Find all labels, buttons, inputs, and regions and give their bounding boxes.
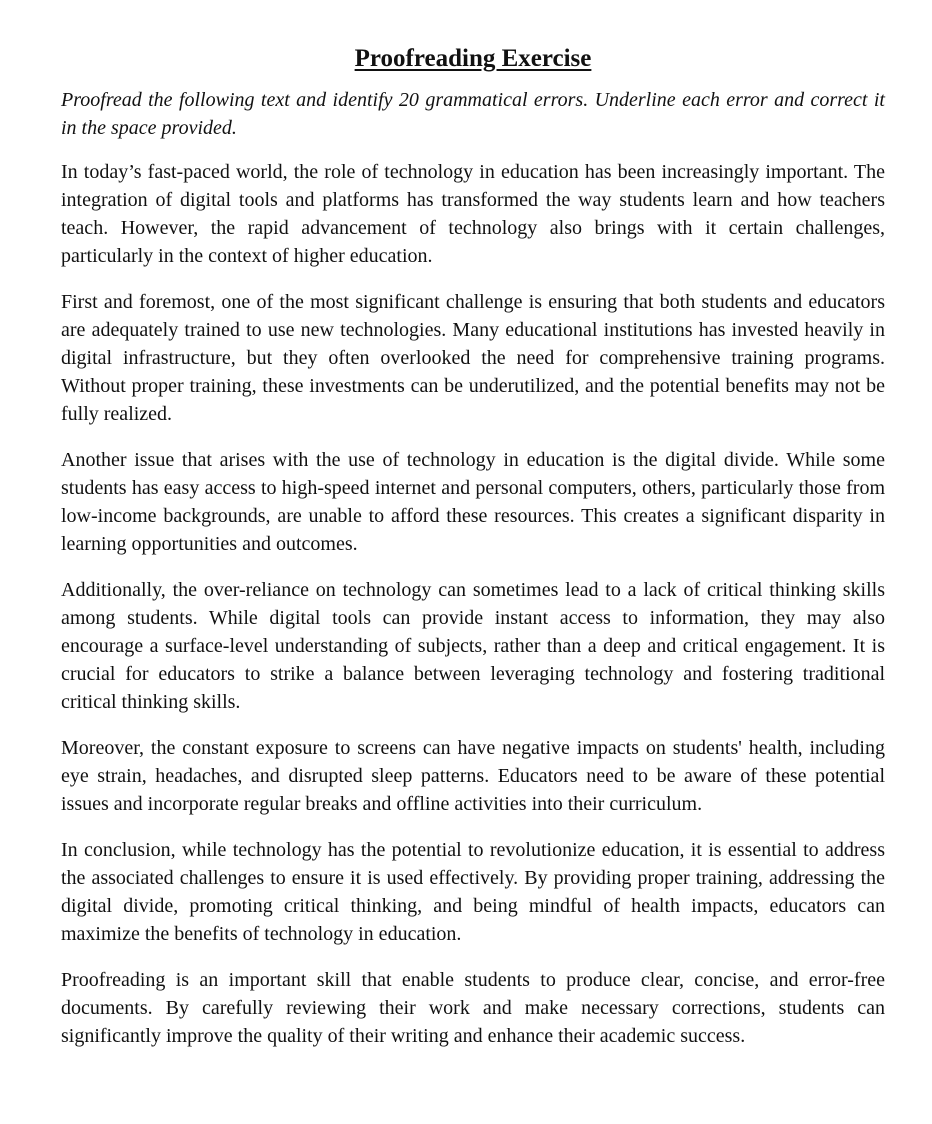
paragraph-1: In today’s fast-paced world, the role of technology in education has been increasingly important. The integration of digital tools and platforms has transformed the way students learn and how teachers teach. However, the rapid advancement of technology also brings with it certain challenges, particularly in the context of higher education.	[61, 161, 885, 267]
paragraph-3: Another issue that arises with the use of technology in education is the digital divide. While some students has easy access to high-speed internet and personal computers, others, particularly those from low-income backgrounds, are unable to afford these resources. This creates a significant disparity in learning opportunities and outcomes.	[61, 449, 885, 555]
paragraph-5: Moreover, the constant exposure to screens can have negative impacts on students' health, including eye strain, headaches, and disrupted sleep patterns. Educators need to be aware of these potential issues and incorporate regular breaks and offline activities into their curriculum.	[61, 737, 885, 815]
paragraph-4: Additionally, the over-reliance on technology can sometimes lead to a lack of critical thinking skills among students. While digital tools can provide instant access to information, they may also encourage a surface-level understanding of subjects, rather than a deep and critical engagement. It is crucial for educators to strike a balance between leveraging technology and fostering traditional critical thinking skills.	[61, 579, 885, 713]
paragraph-6: In conclusion, while technology has the potential to revolutionize education, it is essential to address the associated challenges to ensure it is used effectively. By providing proper training, addressing the digital divide, promoting critical thinking, and being mindful of health impacts, educators can maximize the benefits of technology in education.	[61, 839, 885, 945]
paragraph-2: First and foremost, one of the most significant challenge is ensuring that both students and educators are adequately trained to use new technologies. Many educational institutions has invested heavily in digital infrastructure, but they often overlooked the need for comprehensive training programs. Without proper training, these investments can be underutilized, and the potential benefits may not be fully realized.	[61, 291, 885, 425]
page-title: Proofreading Exercise	[354, 45, 592, 72]
paragraph-7: Proofreading is an important skill that enable students to produce clear, concise, and error-free documents. By carefully reviewing their work and make necessary corrections, students can significantly improve the quality of their writing and enhance their academic success.	[61, 969, 885, 1047]
instructions-text: Proofread the following text and identify 20 grammatical errors. Underline each error and correct it in the space provided.	[61, 89, 885, 139]
